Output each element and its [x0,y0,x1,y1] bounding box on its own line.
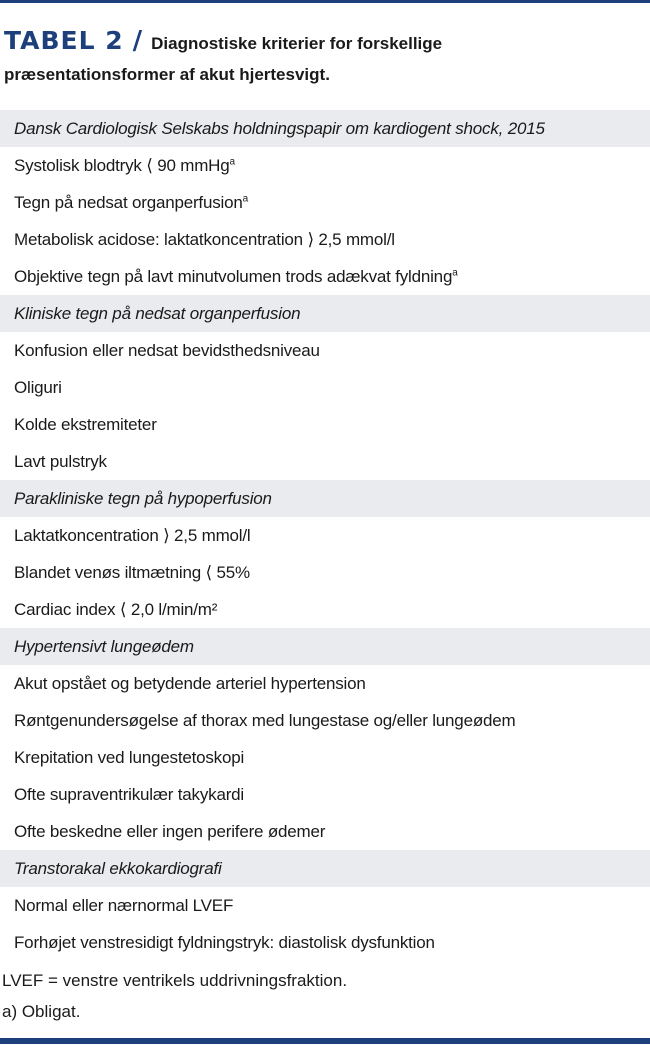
criteria-row [0,332,650,369]
criteria-row [0,517,650,554]
criteria-text: Krepitation ved lungestetoskopi [14,748,245,767]
criteria-text: Laktatkoncentration ⟩ 2,5 mmol/l [14,526,251,545]
criteria-row [0,554,650,591]
title-text-line-1: Diagnostiske kriterier for forskellige [151,34,443,53]
section-header: Kliniske tegn på nedsat organperfusion [0,295,650,332]
section-header: Parakliniske tegn på hypoperfusion [0,480,650,517]
title-slash: / [132,26,143,56]
criteria-row [0,221,650,258]
criteria-text: Systolisk blodtryk ⟨ 90 mmHg [14,156,230,175]
footnote-marker: a [452,267,458,279]
criteria-text: Røntgenundersøgelse af thorax med lungestase og/eller lungeødem [14,711,516,730]
criteria-text: Akut opstået og betydende arteriel hypertension [14,674,366,693]
criteria-row [0,591,650,628]
title-text-line-2: præsentationsformer af akut hjertesvigt. [4,65,330,84]
criteria-table [0,110,650,961]
criteria-row [0,776,650,813]
table-number: TABEL 2 [4,26,124,55]
criteria-text: Normal eller nærnormal LVEF [14,896,234,915]
criteria-row [0,924,650,961]
footnote-line: LVEF = venstre ventrikels uddrivningsfraktion. [2,971,348,990]
criteria-row [0,739,650,776]
criteria-text: Tegn på nedsat organperfusion [14,193,243,212]
section-header: Transtorakal ekkokardiografi [0,850,650,887]
criteria-row [0,443,650,480]
criteria-text: Cardiac index ⟨ 2,0 l/min/m² [14,600,218,619]
criteria-text: Oliguri [14,378,62,397]
criteria-row [0,258,650,295]
bottom-rule [0,1038,650,1044]
criteria-text: Kolde ekstremiteter [14,415,157,434]
section-header: Dansk Cardiologisk Selskabs holdningspapir om kardiogent shock, 2015 [0,110,650,147]
criteria-text: Ofte beskedne eller ingen perifere ødemer [14,822,326,841]
criteria-row [0,147,650,184]
section-header: Hypertensivt lungeødem [0,628,650,665]
criteria-row [0,665,650,702]
criteria-text: Ofte supraventrikulær takykardi [14,785,244,804]
criteria-text: Blandet venøs iltmætning ⟨ 55% [14,563,250,582]
title-line-1 [4,26,650,56]
criteria-row [0,887,650,924]
criteria-text: Objektive tegn på lavt minutvolumen trods adækvat fyldning [14,267,453,286]
criteria-row [0,406,650,443]
criteria-text: Metabolisk acidose: laktatkoncentration ⟩ 2,5 mmol/l [14,230,395,249]
footnote-line: a) Obligat. [2,1002,81,1021]
criteria-text: Lavt pulstryk [14,452,107,471]
footnote-marker: a [242,193,248,205]
criteria-text: Forhøjet venstresidigt fyldningstryk: diastolisk dysfunktion [14,933,435,952]
criteria-text: Konfusion eller nedsat bevidsthedsniveau [14,341,320,360]
footnote-marker: a [229,156,235,168]
criteria-row [0,184,650,221]
criteria-row [0,813,650,850]
criteria-row [0,702,650,739]
footnotes [0,961,650,1027]
criteria-row [0,369,650,406]
table-title [0,3,650,83]
